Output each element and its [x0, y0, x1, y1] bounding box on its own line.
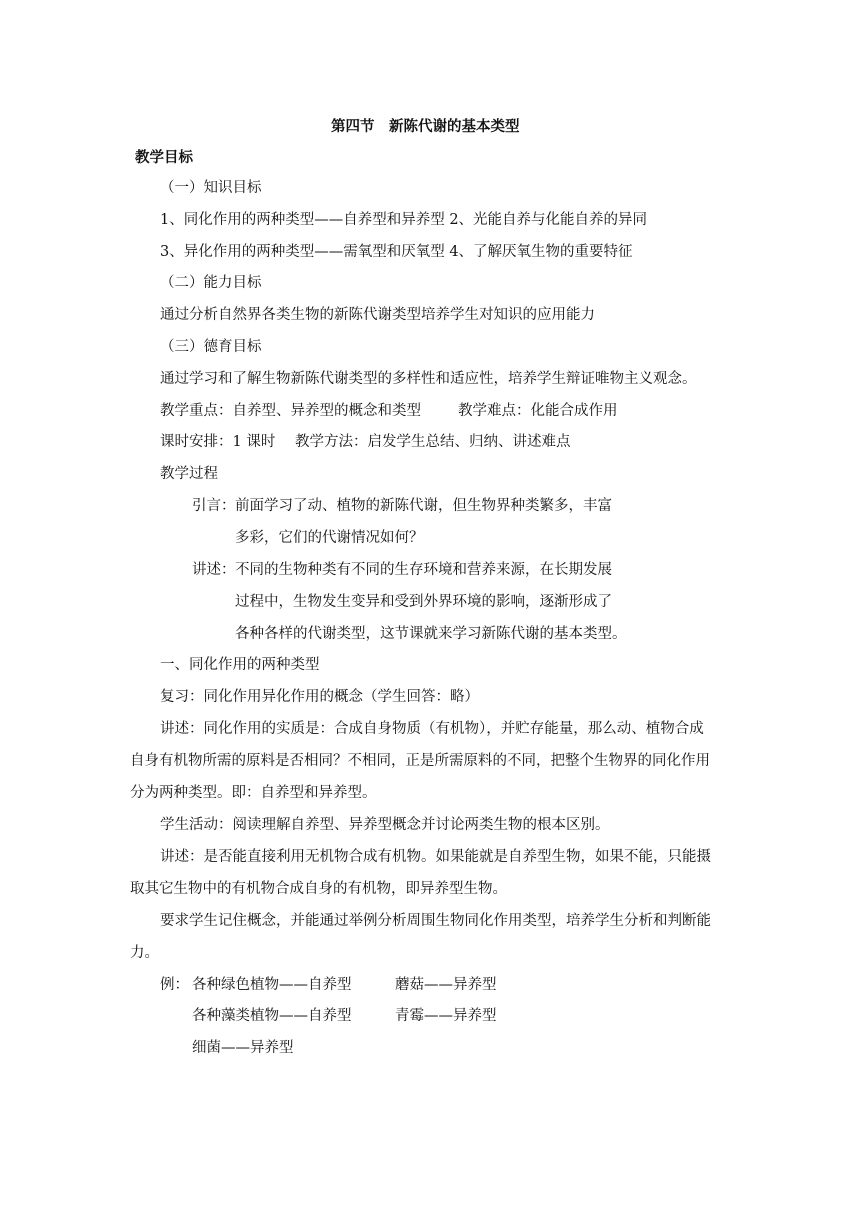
knowledge-goal-line-1: 1、同化作用的两种类型——自养型和异养型 2、光能自养与化能自养的异同 — [160, 212, 648, 228]
moral-goal-heading: （三）德育目标 — [160, 339, 262, 355]
schedule: 课时安排：1 课时 — [160, 434, 276, 450]
intro-label: 引言： — [192, 498, 236, 514]
lecture-3-line-2: 取其它生物中的有机物合成自身的有机物，即异养型生物。 — [130, 881, 507, 897]
key-point: 教学重点：自养型、异养型的概念和类型 — [160, 403, 421, 419]
moral-goal-text: 通过学习和了解生物新陈代谢类型的多样性和适应性，培养学生辩证唯物主义观念。 — [160, 371, 697, 387]
example-row-2-right: 青霉——异养型 — [395, 1008, 497, 1024]
requirement-line-2: 力。 — [130, 945, 159, 961]
lecture-line-1: 不同的生物种类有不同的生存环境和营养来源，在长期发展 — [235, 562, 612, 578]
requirement-line-1: 要求学生记住概念，并能通过举例分析周围生物同化作用类型，培养学生分析和判断能 — [160, 913, 711, 929]
review: 复习：同化作用异化作用的概念（学生回答：略） — [160, 689, 479, 705]
lecture-line-2: 过程中，生物发生变异和受到外界环境的影响，逐渐形成了 — [235, 594, 612, 610]
ability-goal-text: 通过分析自然界各类生物的新陈代谢类型培养学生对知识的应用能力 — [160, 307, 595, 323]
objectives-heading: 教学目标 — [135, 150, 193, 166]
knowledge-goal-line-2: 3、异化作用的两种类型——需氧型和厌氧型 4、了解厌氧生物的重要特征 — [160, 244, 633, 260]
example-row-1-right: 蘑菇——异养型 — [395, 977, 497, 993]
page-title: 第四节 新陈代谢的基本类型 — [331, 119, 520, 135]
process-heading: 教学过程 — [160, 466, 218, 482]
lecture-2-line-3: 分为两种类型。即：自养型和异养型。 — [130, 785, 377, 801]
intro-line-2: 多彩，它们的代谢情况如何？ — [235, 530, 424, 546]
example-row-1-left: 各种绿色植物——自养型 — [192, 977, 352, 993]
intro-line-1: 前面学习了动、植物的新陈代谢，但生物界种类繁多，丰富 — [235, 498, 612, 514]
ability-goal-heading: （二）能力目标 — [160, 275, 262, 291]
knowledge-goal-heading: （一）知识目标 — [160, 180, 262, 196]
difficulty: 教学难点：化能合成作用 — [458, 403, 618, 419]
examples-label: 例： — [160, 977, 189, 993]
lecture-line-3: 各种各样的代谢类型，这节课就来学习新陈代谢的基本类型。 — [235, 626, 627, 642]
example-row-2-left: 各种藻类植物——自养型 — [192, 1008, 352, 1024]
student-activity: 学生活动：阅读理解自养型、异养型概念并讨论两类生物的根本区别。 — [160, 817, 610, 833]
lecture-3-line-1: 讲述：是否能直接利用无机物合成有机物。如果能就是自养型生物，如果不能，只能摄 — [160, 849, 711, 865]
lecture-2-line-2: 自身有机物所需的原料是否相同？不相同，正是所需原料的不同，把整个生物界的同化作用 — [130, 753, 710, 769]
lecture-2-line-1: 讲述：同化作用的实质是：合成自身物质（有机物），并贮存能量，那么动、植物合成 — [160, 721, 704, 737]
teaching-method: 教学方法：启发学生总结、归纳、讲述难点 — [295, 434, 571, 450]
section-1-heading: 一、同化作用的两种类型 — [160, 657, 320, 673]
lecture-label: 讲述： — [192, 562, 236, 578]
example-row-3-left: 细菌——异养型 — [192, 1040, 294, 1056]
